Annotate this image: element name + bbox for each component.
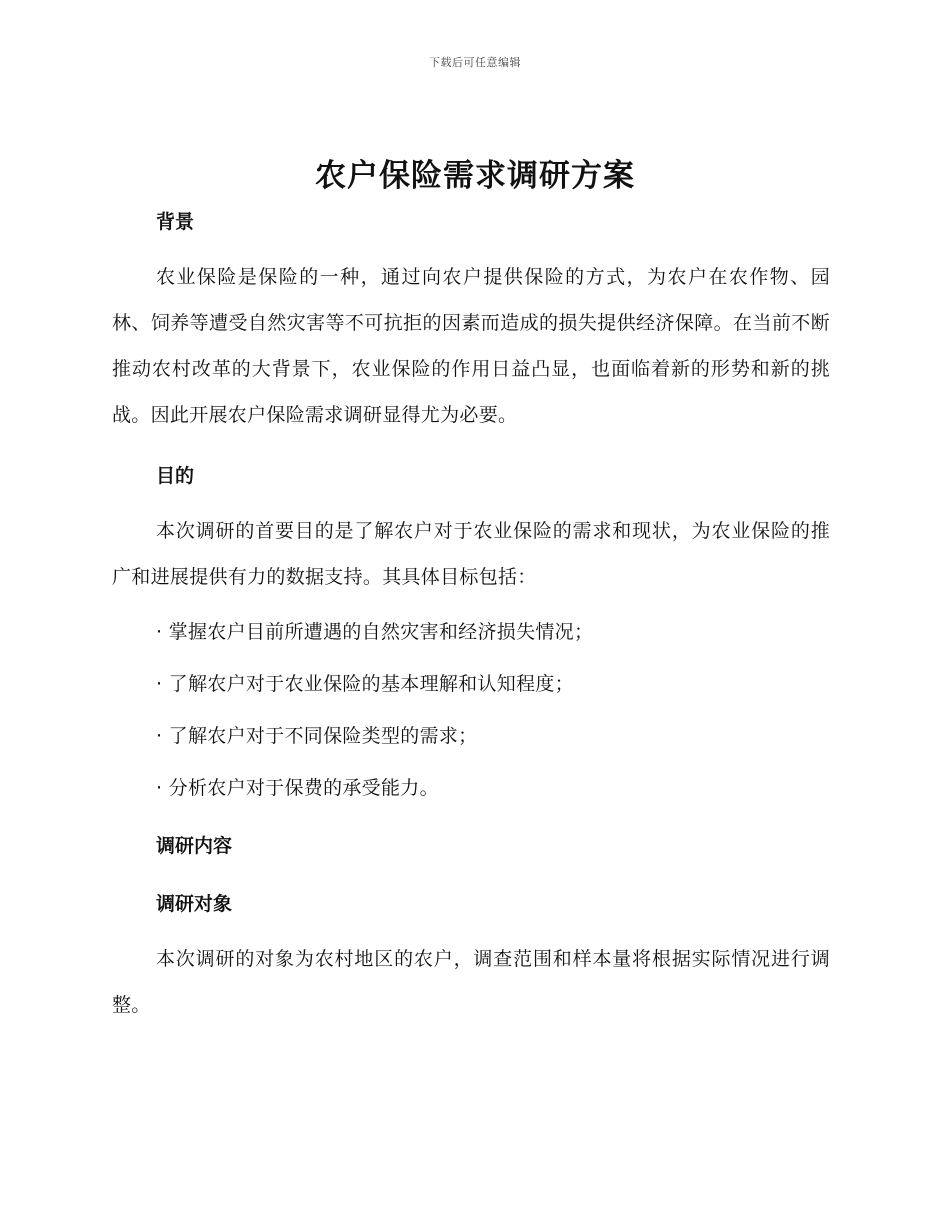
spacer <box>112 756 830 768</box>
paragraph-purpose: 本次调研的首要目的是了解农户对于农业保险的需求和现状，为农业保险的推广和进展提供有力的数据支持。其具体目标包括： <box>112 520 830 588</box>
heading-research-content: 调研内容 <box>156 835 233 857</box>
document-body <box>112 202 830 1028</box>
header-note: 下载后可任意编辑 <box>429 56 521 69</box>
document-title: 农户保险需求调研方案 <box>315 158 635 194</box>
heading-background: 背景 <box>156 211 195 233</box>
bullet-item: · 掌握农户目前所遭遇的自然灾害和经济损失情况； <box>156 621 594 643</box>
spacer <box>112 496 830 508</box>
paragraph-background: 农业保险是保险的一种，通过向农户提供保险的方式，为农户在农作物、园林、饲养等遭受自然灾害等不可抗拒的因素而造成的损失提供经济保障。在当前不断推动农村改革的大背景下，农业保险的作用日益凸显，也面临着新的形势和新的挑战。因此开展农户保险需求调研显得尤为必要。 <box>112 266 830 426</box>
spacer <box>112 924 830 936</box>
spacer <box>112 652 830 664</box>
heading-purpose: 目的 <box>156 465 195 487</box>
spacer <box>112 704 830 716</box>
bullet-item: · 分析农户对于保费的承受能力。 <box>156 777 439 799</box>
bullet-item: · 了解农户对于不同保险类型的需求； <box>156 725 478 747</box>
bullet-item: · 了解农户对于农业保险的基本理解和认知程度； <box>156 673 574 695</box>
paragraph-research-subjects: 本次调研的对象为农村地区的农户，调查范围和样本量将根据实际情况进行调整。 <box>112 948 830 1016</box>
spacer <box>112 242 830 254</box>
spacer <box>112 808 830 826</box>
spacer <box>112 438 830 456</box>
heading-research-subjects: 调研对象 <box>156 893 233 915</box>
spacer <box>112 600 830 612</box>
spacer <box>112 866 830 884</box>
